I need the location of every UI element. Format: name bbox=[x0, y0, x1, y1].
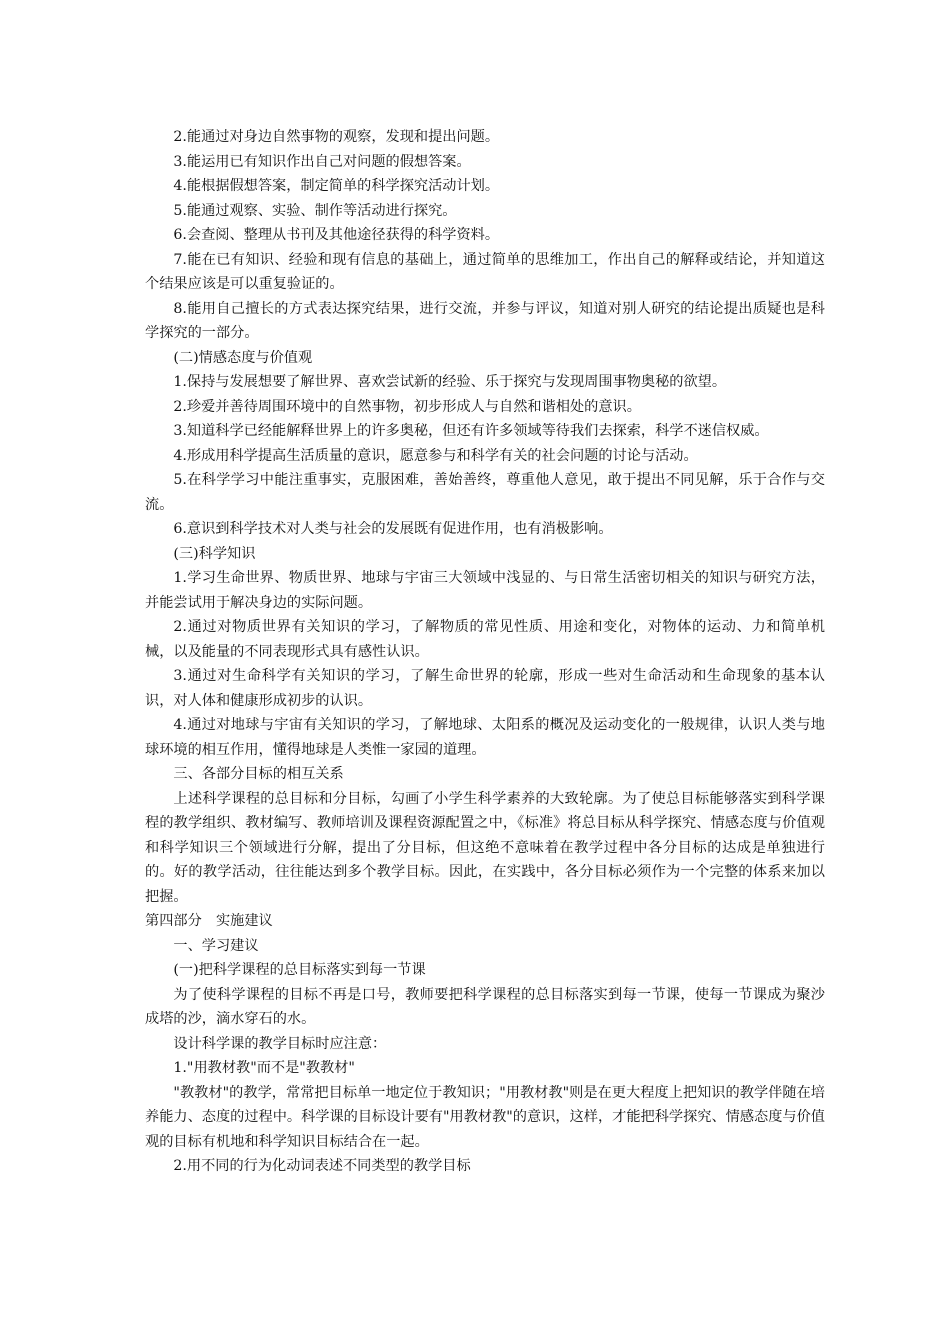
paragraph: 2.珍爱并善待周围环境中的自然事物，初步形成人与自然和谐相处的意识。 bbox=[173, 398, 641, 415]
paragraph: 7.能在已有知识、经验和现有信息的基础上，通过简单的思维加工，作出自己的解释或结论，并知道这个结果应该是可以重复验证的。 bbox=[145, 251, 825, 292]
document-page bbox=[145, 125, 825, 1179]
paragraph: 5.能通过观察、实验、制作等活动进行探究。 bbox=[173, 202, 457, 219]
paragraph: 3.能运用已有知识作出自己对问题的假想答案。 bbox=[173, 153, 471, 170]
paragraph: 4.通过对地球与宇宙有关知识的学习，了解地球、太阳系的概况及运动变化的一般规律，认识人类与地球环境的相互作用，懂得地球是人类惟一家园的道理。 bbox=[145, 717, 825, 758]
paragraph: 1.学习生命世界、物质世界、地球与宇宙三大领域中浅显的、与日常生活密切相关的知识与研究方法，并能尝试用于解决身边的实际问题。 bbox=[145, 570, 825, 611]
paragraph: 1.保持与发展想要了解世界、喜欢尝试新的经验、乐于探究与发现周围事物奥秘的欲望。 bbox=[173, 374, 727, 390]
paragraph: "教教材"的教学，常常把目标单一地定位于教知识；"用教材教"则是在更大程度上把知识的教学伴随在培养能力、态度的过程中。科学课的目标设计要有"用教材教"的意识，这样，才能把科学探究、情感态度与价值观的目标有机地和科学知识目标结合在一起。 bbox=[145, 1084, 825, 1150]
paragraph: 3.通过对生命科学有关知识的学习，了解生命世界的轮廓，形成一些对生命活动和生命现象的基本认识，对人体和健康形成初步的认识。 bbox=[145, 668, 825, 709]
paragraph: 设计科学课的教学目标时应注意： bbox=[173, 1035, 387, 1052]
paragraph: 8.能用自己擅长的方式表达探究结果，进行交流，并参与评议，知道对别人研究的结论提出质疑也是科学探究的一部分。 bbox=[145, 300, 825, 341]
paragraph: 一、学习建议 bbox=[173, 937, 259, 954]
paragraph: 5.在科学学习中能注重事实，克服困难，善始善终，尊重他人意见，敢于提出不同见解，乐于合作与交流。 bbox=[145, 472, 825, 513]
paragraph: 6.会查阅、整理从书刊及其他途径获得的科学资料。 bbox=[173, 227, 500, 243]
paragraph: 3.知道科学已经能解释世界上的许多奥秘，但还有许多领域等待我们去探索，科学不迷信权威。 bbox=[173, 423, 769, 439]
paragraph: 6.意识到科学技术对人类与社会的发展既有促进作用，也有消极影响。 bbox=[173, 521, 613, 537]
paragraph: 三、各部分目标的相互关系 bbox=[173, 766, 344, 782]
paragraph: 2.能通过对身边自然事物的观察，发现和提出问题。 bbox=[173, 129, 500, 145]
paragraph: (一)把科学课程的总目标落实到每一节课 bbox=[173, 962, 426, 978]
paragraph: (三)科学知识 bbox=[173, 545, 256, 562]
paragraph: 2.用不同的行为化动词表述不同类型的教学目标 bbox=[173, 1158, 471, 1174]
paragraph: 1."用教材教"而不是"教教材" bbox=[173, 1060, 355, 1076]
paragraph: 2.通过对物质世界有关知识的学习，了解物质的常见性质、用途和变化，对物体的运动、力和简单机械，以及能量的不同表现形式具有感性认识。 bbox=[145, 619, 825, 660]
paragraph: 第四部分 实施建议 bbox=[145, 913, 273, 929]
paragraph: 上述科学课程的总目标和分目标，勾画了小学生科学素养的大致轮廓。为了使总目标能够落实到科学课程的教学组织、教材编写、教师培训及课程资源配置之中，《标准》将总目标从科学探究、情感态度与价值观和科学知识三个领域进行分解，提出了分目标，但这绝不意味着在教学过程中各分目标的达成是单独进行的。好的教学活动，往往能达到多个教学目标。因此，在实践中，各分目标必须作为一个完整的体系来加以把握。 bbox=[145, 790, 825, 905]
paragraph: 4.形成用科学提高生活质量的意识，愿意参与和科学有关的社会问题的讨论与活动。 bbox=[173, 447, 698, 464]
paragraph: 4.能根据假想答案，制定简单的科学探究活动计划。 bbox=[173, 178, 500, 194]
paragraph: 为了使科学课程的目标不再是口号，教师要把科学课程的总目标落实到每一节课，使每一节课成为聚沙成塔的沙，滴水穿石的水。 bbox=[145, 986, 825, 1027]
paragraph: (二)情感态度与价值观 bbox=[173, 349, 313, 366]
